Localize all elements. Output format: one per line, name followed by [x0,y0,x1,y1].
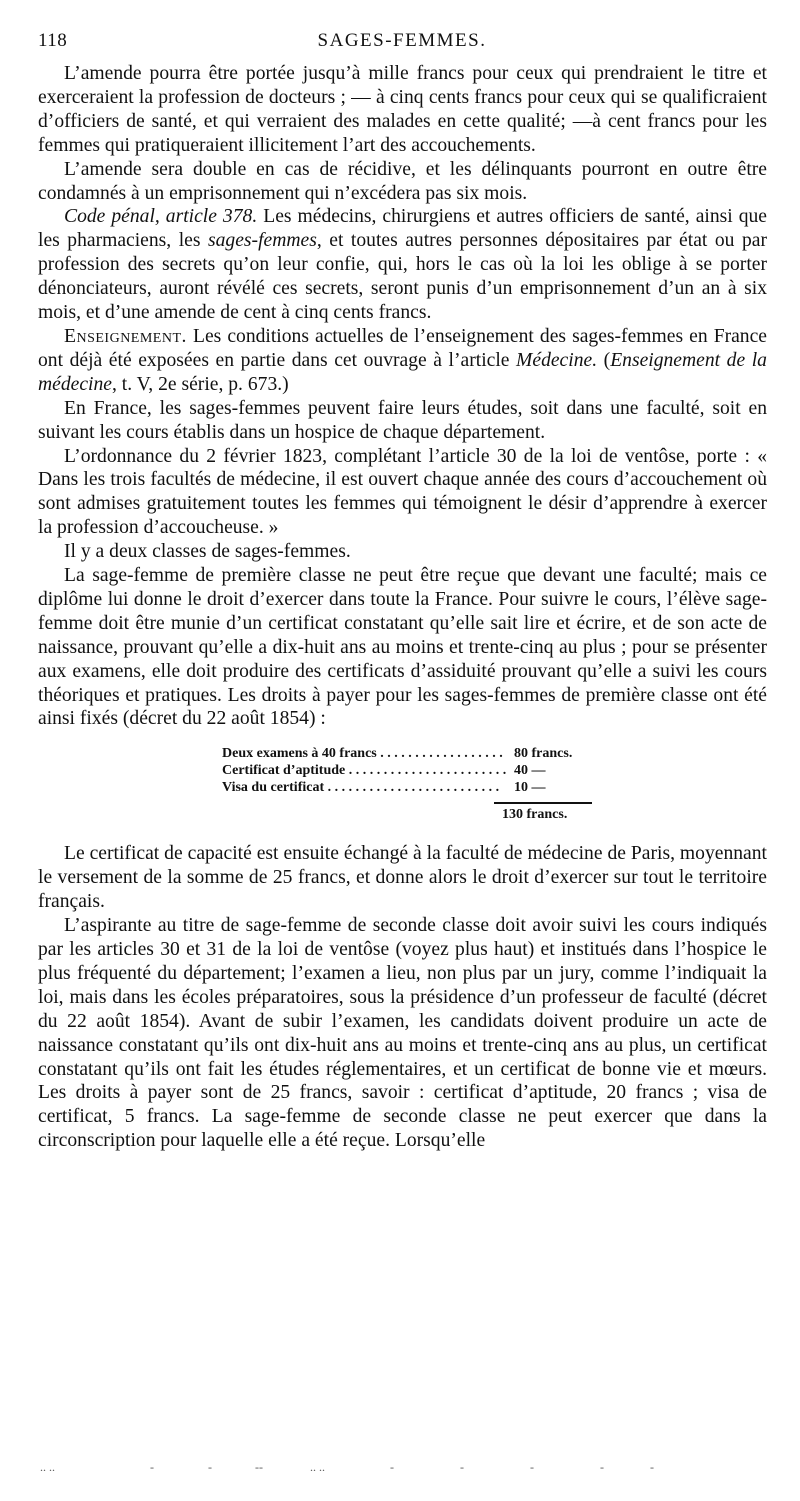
enseignement-article-ref: Médecine. [516,349,598,371]
paragraph-ordonnance: L’ordonnance du 2 février 1823, complétant l’article 30 de la loi de ventôse, porte : « Dans les trois facultés de médecine, il est ouvert chaque année des cours d’accouchement où sont admises gratuitement toutes les femmes qui témoignent le désir d’apprendre à exercer la profession d’accoucheuse. » [38,445,767,539]
fee-value: 80 francs. [514,746,573,762]
enseignement-text: Les conditions actuelles de l’enseignement des sages-femmes en France ont déjà été exposées en partie dans cet ouvrage à l’article [38,325,767,371]
fee-label: Deux examens à 40 francs . . . . . . . . . . . . . . . . . . [222,746,503,762]
scan-mark: - [150,1460,154,1474]
enseignement-label: Enseignement. [64,325,187,347]
paragraph-amende: L’amende pourra être portée jusqu’à mille francs pour ceux qui prendraient le titre et exerceraient la profession de docteurs ; — à cinq cents francs pour ceux qui se qualificraient d’officiers de santé, et qui verraient des malades en cette qualité; —à cent francs pour les femmes qui pratiqueraient illicitement l’art des accouchements. [38,63,767,156]
paragraph-deux-classes: Il y a deux classes de sages-femmes. [64,541,351,563]
fee-table [222,745,592,826]
enseignement-ref-title: Enseignement de la médecine [38,349,767,395]
scan-mark: - [208,1460,212,1474]
scan-mark: .. .. [40,1460,55,1474]
code-penal-text-end: , et toutes autres personnes dépositaires par état ou par profession des secrets qu’on leur confie, qui, hors le cas où la loi les oblige à se porter dénonciateurs, auront révélé ces secrets, seront punis d’un emprisonnement d’un an à six mois, et d’une amende de cent à cinq cents francs. [38,230,767,324]
paragraph-seconde-classe: L’aspirante au titre de sage-femme de seconde classe doit avoir suivi les cours indiqués par les articles 30 et 31 de la loi de ventôse (voyez plus haut) et institués dans l’hospice le plus fréquenté du département; l’examen a lieu, non plus par un jury, comme l’indiquait la loi, mais dans les écoles préparatoires, sous la présidence d’un professeur de faculté (décret du 22 août 1854). Avant de subir l’examen, les candidats doivent produire un acte de naissance constatant qu’ils ont dix-huit ans au moins et trente-cinq ans au plus, un certificat constatant qu’ils ont fait les études réglementaires, et un certificat de bonne vie et mœurs. Les droits à payer sont de 25 francs, savoir : certificat d’aptitude, 20 francs ; visa de certificat, 5 francs. La sage-femme de seconde classe ne peut exercer que dans la circonscription pour laquelle elle a été reçue. Lorsqu’elle [38,915,767,1152]
scan-mark: - [460,1460,464,1474]
fee-value: 10 — [514,780,546,796]
scan-mark: .. .. [310,1460,325,1474]
code-penal-title: Code pénal, article 378. [64,206,258,228]
scan-mark: - [600,1460,604,1474]
enseignement-ref-tail: , t. V, 2e série, p. 673.) [111,373,289,395]
scan-mark: - [390,1460,394,1474]
page-body [38,62,767,1153]
scan-mark: - [530,1460,534,1474]
fee-row [222,779,592,796]
scan-mark: - [650,1460,654,1474]
fee-value: 40 — [514,763,546,779]
code-penal-text: Les médecins, chirurgiens et autres officiers de santé, ainsi que les pharmaciens, les [38,206,767,252]
fee-label: Visa du certificat . . . . . . . . . . . . . . . . . . . . . . . . . [222,780,500,796]
fee-label: Certificat d’aptitude . . . . . . . . . . . . . . . . . . . . . . . [222,763,507,779]
running-head: SAGES-FEMMES. [317,30,487,51]
footer-scan-marks [40,1460,670,1474]
page-header [38,28,766,54]
fee-total-rule [494,802,592,804]
paragraph-etudes: En France, les sages-femmes peuvent faire leurs études, soit dans une faculté, soit en suivant les cours établis dans un hospice de chaque département. [38,397,767,443]
page-number: 118 [38,30,68,51]
code-penal-term: sages-femmes [208,230,317,252]
paragraph-premiere-classe: La sage-femme de première classe ne peut être reçue que devant une faculté; mais ce diplôme lui donne le droit d’exercer dans toute la France. Pour suivre le cours, l’élève sage-femme doit être munie d’un certificat constatant qu’elle sait lire et écrire, et de son acte de naissance, prouvant qu’elle a dix-huit ans au moins et trente-cinq au plus ; pour se présenter aux examens, elle doit produire des certificats d’assiduité prouvant qu’elle a suivi les cours théoriques et pratiques. Les droits à payer pour les sages-femmes de première classe ont été ainsi fixés (décret du 22 août 1854) : [38,565,767,730]
fee-row [222,762,592,779]
fee-total-value: 130 francs. [502,807,568,823]
fee-total-row [222,806,592,826]
fee-row [222,745,592,762]
enseignement-ref-open: ( [597,349,611,371]
paragraph-enseignement [38,325,767,397]
paragraph-certificat: Le certificat de capacité est ensuite échangé à la faculté de médecine de Paris, moyennant le versement de la somme de 25 francs, et donne alors le droit d’exercer sur tout le territoire français. [38,843,767,913]
paragraph-code-penal [38,205,767,325]
paragraph-recidive: L’amende sera double en cas de récidive, et les délinquants pourront en outre être condamnés à un emprisonnement qui n’excédera pas six mois. [38,158,767,204]
scan-mark: -- [255,1460,263,1474]
